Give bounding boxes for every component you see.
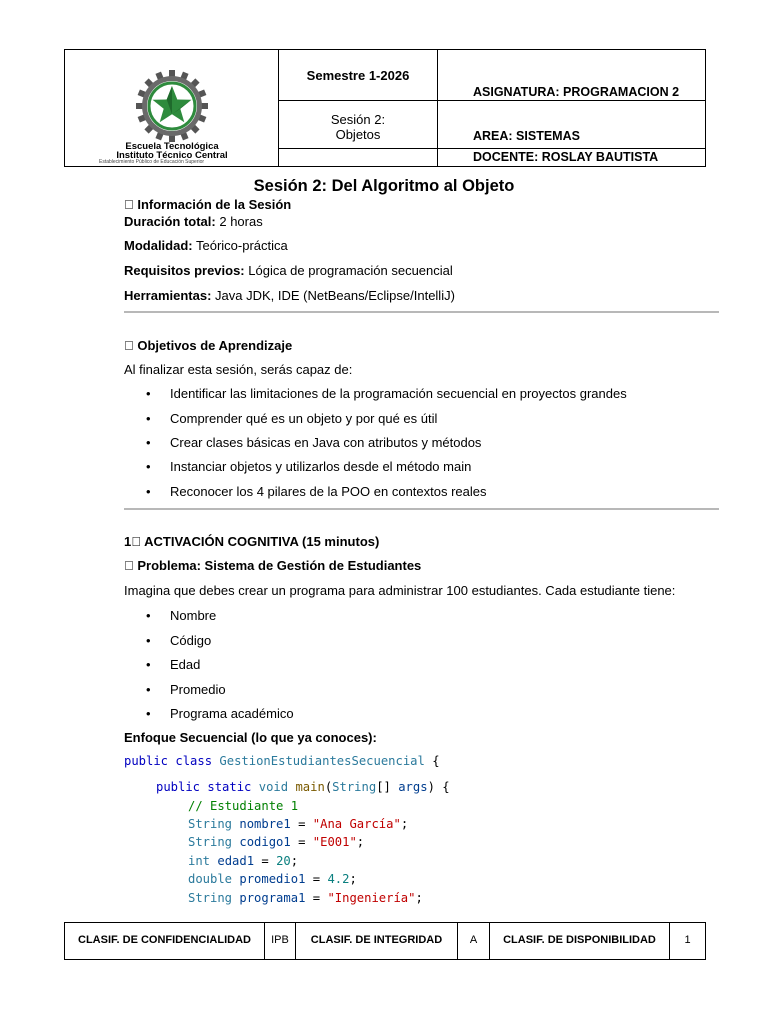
section-divider [124,508,719,510]
activation-heading: 1  ACTIVACIÓN COGNITIVA (15 minutos) [124,534,380,549]
code-line: int edad1 = 20; [188,854,299,868]
footer-table [64,922,706,960]
confidentiality-label: CLASIF. DE CONFIDENCIALIDAD [78,934,251,946]
bullet: • [146,484,151,499]
bullet: • [146,435,151,450]
approach-heading: Enfoque Secuencial (lo que ya conoces): [124,730,377,745]
field-text: Promedio [170,682,226,697]
header-divider [278,148,706,149]
field-text: Nombre [170,608,217,623]
institution-logo [65,50,279,166]
section-divider [124,311,719,313]
page-title: Sesión 2: Del Algoritmo al Objeto [253,177,515,195]
tools-row [124,288,455,303]
bullet: • [146,633,151,648]
problem-heading:   Problema: Sistema de Gestión de Estudiantes [124,558,422,573]
prereq-row [124,263,453,278]
bullet: • [146,657,151,672]
code-line: String programa1 = "Ingeniería"; [188,891,423,905]
prereq-value: Lógica de programación secuencial [244,263,453,278]
integrity-label: CLASIF. DE INTEGRIDAD [310,934,443,946]
bullet: • [146,682,151,697]
teacher-label: DOCENTE: ROSLAY BAUTISTA [473,150,659,164]
bullet: • [146,411,151,426]
school-name-line2: Instituto Técnico Central [116,150,228,161]
subject-label: ASIGNATURA: PROGRAMACION 2 [473,85,680,99]
header-divider [438,100,706,101]
field-text: Programa académico [170,706,294,721]
objective-text: Comprender qué es un objeto y por qué es útil [170,411,438,426]
field-text: Edad [170,657,201,672]
tools-label: Herramientas: [124,288,212,303]
duration-label: Duración total: [124,214,216,229]
semester-label: Semestre 1-2026 [306,68,410,83]
mode-label: Modalidad: [124,238,193,253]
mode-value: Teórico-práctica [192,238,288,253]
school-name-line3: Establecimiento Público de Educación Superior [99,159,205,165]
objectives-heading:   Objetivos de Aprendizaje [124,338,293,353]
code-line: // Estudiante 1 [188,799,299,813]
bullet: • [146,706,151,721]
code-line: String nombre1 = "Ana García"; [188,817,409,831]
availability-value: 1 [684,934,691,946]
gear-star-logo-icon [133,70,211,142]
objective-text: Crear clases básicas en Java con atributos y métodos [170,435,482,450]
integrity-value: A [469,934,478,946]
code-line: double promedio1 = 4.2; [188,872,357,886]
objective-text: Reconocer los 4 pilares de la POO en contextos reales [170,484,487,499]
bullet: • [146,459,151,474]
objective-text: Instanciar objetos y utilizarlos desde el método main [170,459,472,474]
area-label: AREA: SISTEMAS [473,129,580,143]
mode-row [124,238,288,253]
session-line1: Sesión 2: [330,112,386,127]
problem-intro: Imagina que debes crear un programa para administrar 100 estudiantes. Cada estudiante tiene: [124,583,676,598]
duration-row [124,214,263,229]
objective-text: Identificar las limitaciones de la programación secuencial en proyectos grandes [170,386,627,401]
school-name-line1: Escuela Tecnológica [125,141,219,152]
info-heading:   Información de la Sesión [124,197,292,212]
tools-value: Java JDK, IDE (NetBeans/Eclipse/IntelliJ) [211,288,455,303]
field-text: Código [170,633,212,648]
bullet: • [146,386,151,401]
prereq-label: Requisitos previos: [124,263,245,278]
session-label [279,112,437,142]
availability-label: CLASIF. DE DISPONIBILIDAD [503,934,656,946]
header-divider [278,100,438,101]
bullet: • [146,608,151,623]
session-line2: Objetos [335,127,381,142]
duration-value: 2 horas [215,214,263,229]
code-line: public static void main(String[] args) { [156,780,450,794]
code-line: String codigo1 = "E001"; [188,835,365,849]
confidentiality-value: IPB [271,934,289,946]
header-table [64,49,706,167]
objectives-intro: Al finalizar esta sesión, serás capaz de: [124,362,353,377]
code-line: public class GestionEstudiantesSecuencial { [124,754,440,768]
